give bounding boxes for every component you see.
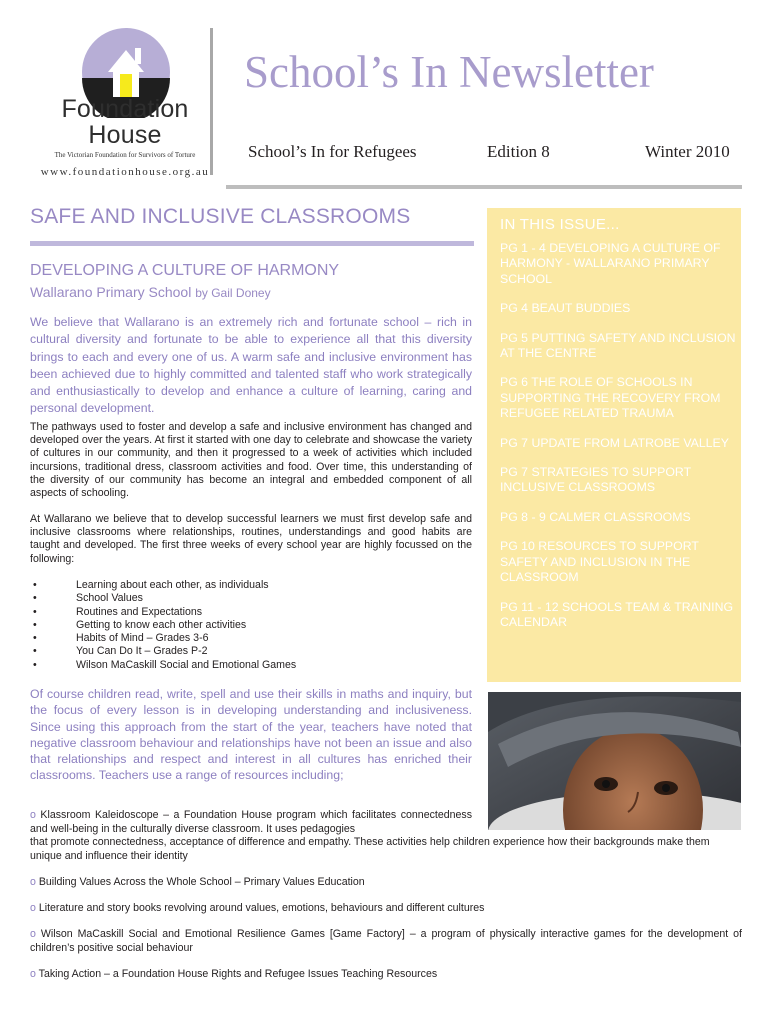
foundation-house-logo [36,26,214,186]
edition-number: Edition 8 [487,142,550,161]
in-this-issue-box [487,208,741,682]
resource-item [30,876,742,890]
list-item: • Wilson MaCaskill Social and Emotional Games [30,659,470,672]
program-name: School’s In for Refugees [248,142,417,161]
contents-list [500,241,736,630]
list-item: • Routines and Expectations [30,606,470,619]
article-subtitle [30,284,271,300]
logo-name-line2: House [88,121,162,149]
article-paragraph: At Wallarano we believe that to develop successful learners we must first develop safe and inclusive classrooms where relationships, routines, understandings and good habits are taught and developed. The first three weeks of every school year are highly focussed on the following: [30,513,472,565]
article-byline: by Gail Doney [195,286,271,300]
resource-text: Wilson MaCaskill Social and Emotional Resilience Games [Game Factory] – a program of physically interactive games for the development of children’s positive social behaviour [30,928,742,954]
contents-item[interactable]: PG 7 UPDATE FROM LATROBE VALLEY [500,435,729,450]
logo-tagline: The Victorian Foundation for Survivors of Torture [54,151,196,159]
contents-item[interactable]: PG 8 - 9 CALMER CLASSROOMS [500,509,691,524]
logo-name-line1: Foundation [61,95,189,123]
issue-season: Winter 2010 [645,142,730,161]
resource-text: Klassroom Kaleidoscope – a Foundation House program which facilitates connectedness and well-being in the culturally diverse classroom. It uses pedagogies [30,809,472,835]
contents-item[interactable]: PG 11 - 12 SCHOOLS TEAM & TRAINING CALENDAR [500,599,734,629]
article-lead-paragraph: We believe that Wallarano is an extremely rich and fortunate school – rich in cultural diversity and fortunate to be able to experience all that this diversity brings to each and every one of us. A warm safe and inclusive environment has been achieved due to highly committed and talented staff who work strategically and enthusiastically to develop and enhance a culture of learning, caring and personal development. [30,315,472,416]
resource-text: Literature and story books revolving around values, emotions, behaviours and different cultures [35,902,485,914]
list-marker-icon: o [30,809,36,821]
logo-wordmark [36,96,214,148]
list-item: • Getting to know each other activities [30,619,470,632]
list-item: • You Can Do It – Grades P-2 [30,645,470,658]
article-paragraph: The pathways used to foster and develop a safe and inclusive environment has changed and developed over the years. At first it started with one day to celebrate and showcase the variety of cultures in our community, and then it progressed to a week of activities which included incursions, traditional dress, classroom activities and food. Over time, this understanding of the diversity of our community has become an integral and embedded component of all aspects of schooling. [30,421,472,500]
contents-item[interactable]: PG 6 THE ROLE OF SCHOOLS IN SUPPORTING THE RECOVERY FROM REFUGEE RELATED TRAUMA [500,375,721,421]
list-item: • Learning about each other, as individuals [30,579,470,592]
article-title: DEVELOPING A CULTURE OF HARMONY [30,262,340,279]
list-item: • School Values [30,592,470,605]
list-item: • Habits of Mind – Grades 3-6 [30,632,470,645]
list-marker-icon: o [30,968,36,980]
resource-text-continued: that promote connectedness, acceptance of difference and empathy. These activities help children experience how their backgrounds make them unique and influence their identity [30,836,710,862]
section-rule [30,241,474,246]
school-name: Wallarano Primary School [30,284,192,300]
header-rule [226,185,742,189]
resource-text: Building Values Across the Whole School – Primary Values Education [35,876,365,888]
website-url[interactable]: www.foundationhouse.org.au [40,166,210,178]
resource-item [30,902,742,916]
contents-item[interactable]: PG 4 BEAUT BUDDIES [500,301,631,316]
contents-item[interactable]: PG 10 RESOURCES TO SUPPORT SAFETY AND INCLUSION IN THE CLASSROOM [500,539,699,585]
section-title: SAFE AND INCLUSIVE CLASSROOMS [30,205,411,228]
resource-item [30,968,742,982]
list-marker-icon: o [30,876,36,888]
newsletter-title: School’s In Newsletter [244,47,654,97]
in-this-issue-heading: IN THIS ISSUE... [500,216,620,233]
resource-item [30,928,742,955]
contents-item[interactable]: PG 1 - 4 DEVELOPING A CULTURE OF HARMONY - WALLARANO PRIMARY SCHOOL [500,241,721,286]
header-divider [210,28,213,175]
contents-item[interactable]: PG 5 PUTTING SAFETY AND INCLUSION AT THE CENTRE [500,330,736,361]
contents-item[interactable]: PG 7 STRATEGIES TO SUPPORT INCLUSIVE CLASSROOMS [500,465,691,495]
article-summary-paragraph: Of course children read, write, spell and use their skills in maths and inquiry, but the focus of every lesson is in developing understanding and inclusiveness. Since using this approach from the start of the year, teachers have noted that negative classroom behaviour and relationships have not been an issue and also that relationships and respect and interest in all cultures has enriched their classrooms. Teachers use a range of resources including; [30,687,472,783]
focus-list [30,579,470,672]
resource-item [30,809,742,863]
resource-text: Taking Action – a Foundation House Rights and Refugee Issues Teaching Resources [35,968,438,980]
list-marker-icon: o [30,902,36,914]
list-marker-icon: o [30,928,36,940]
